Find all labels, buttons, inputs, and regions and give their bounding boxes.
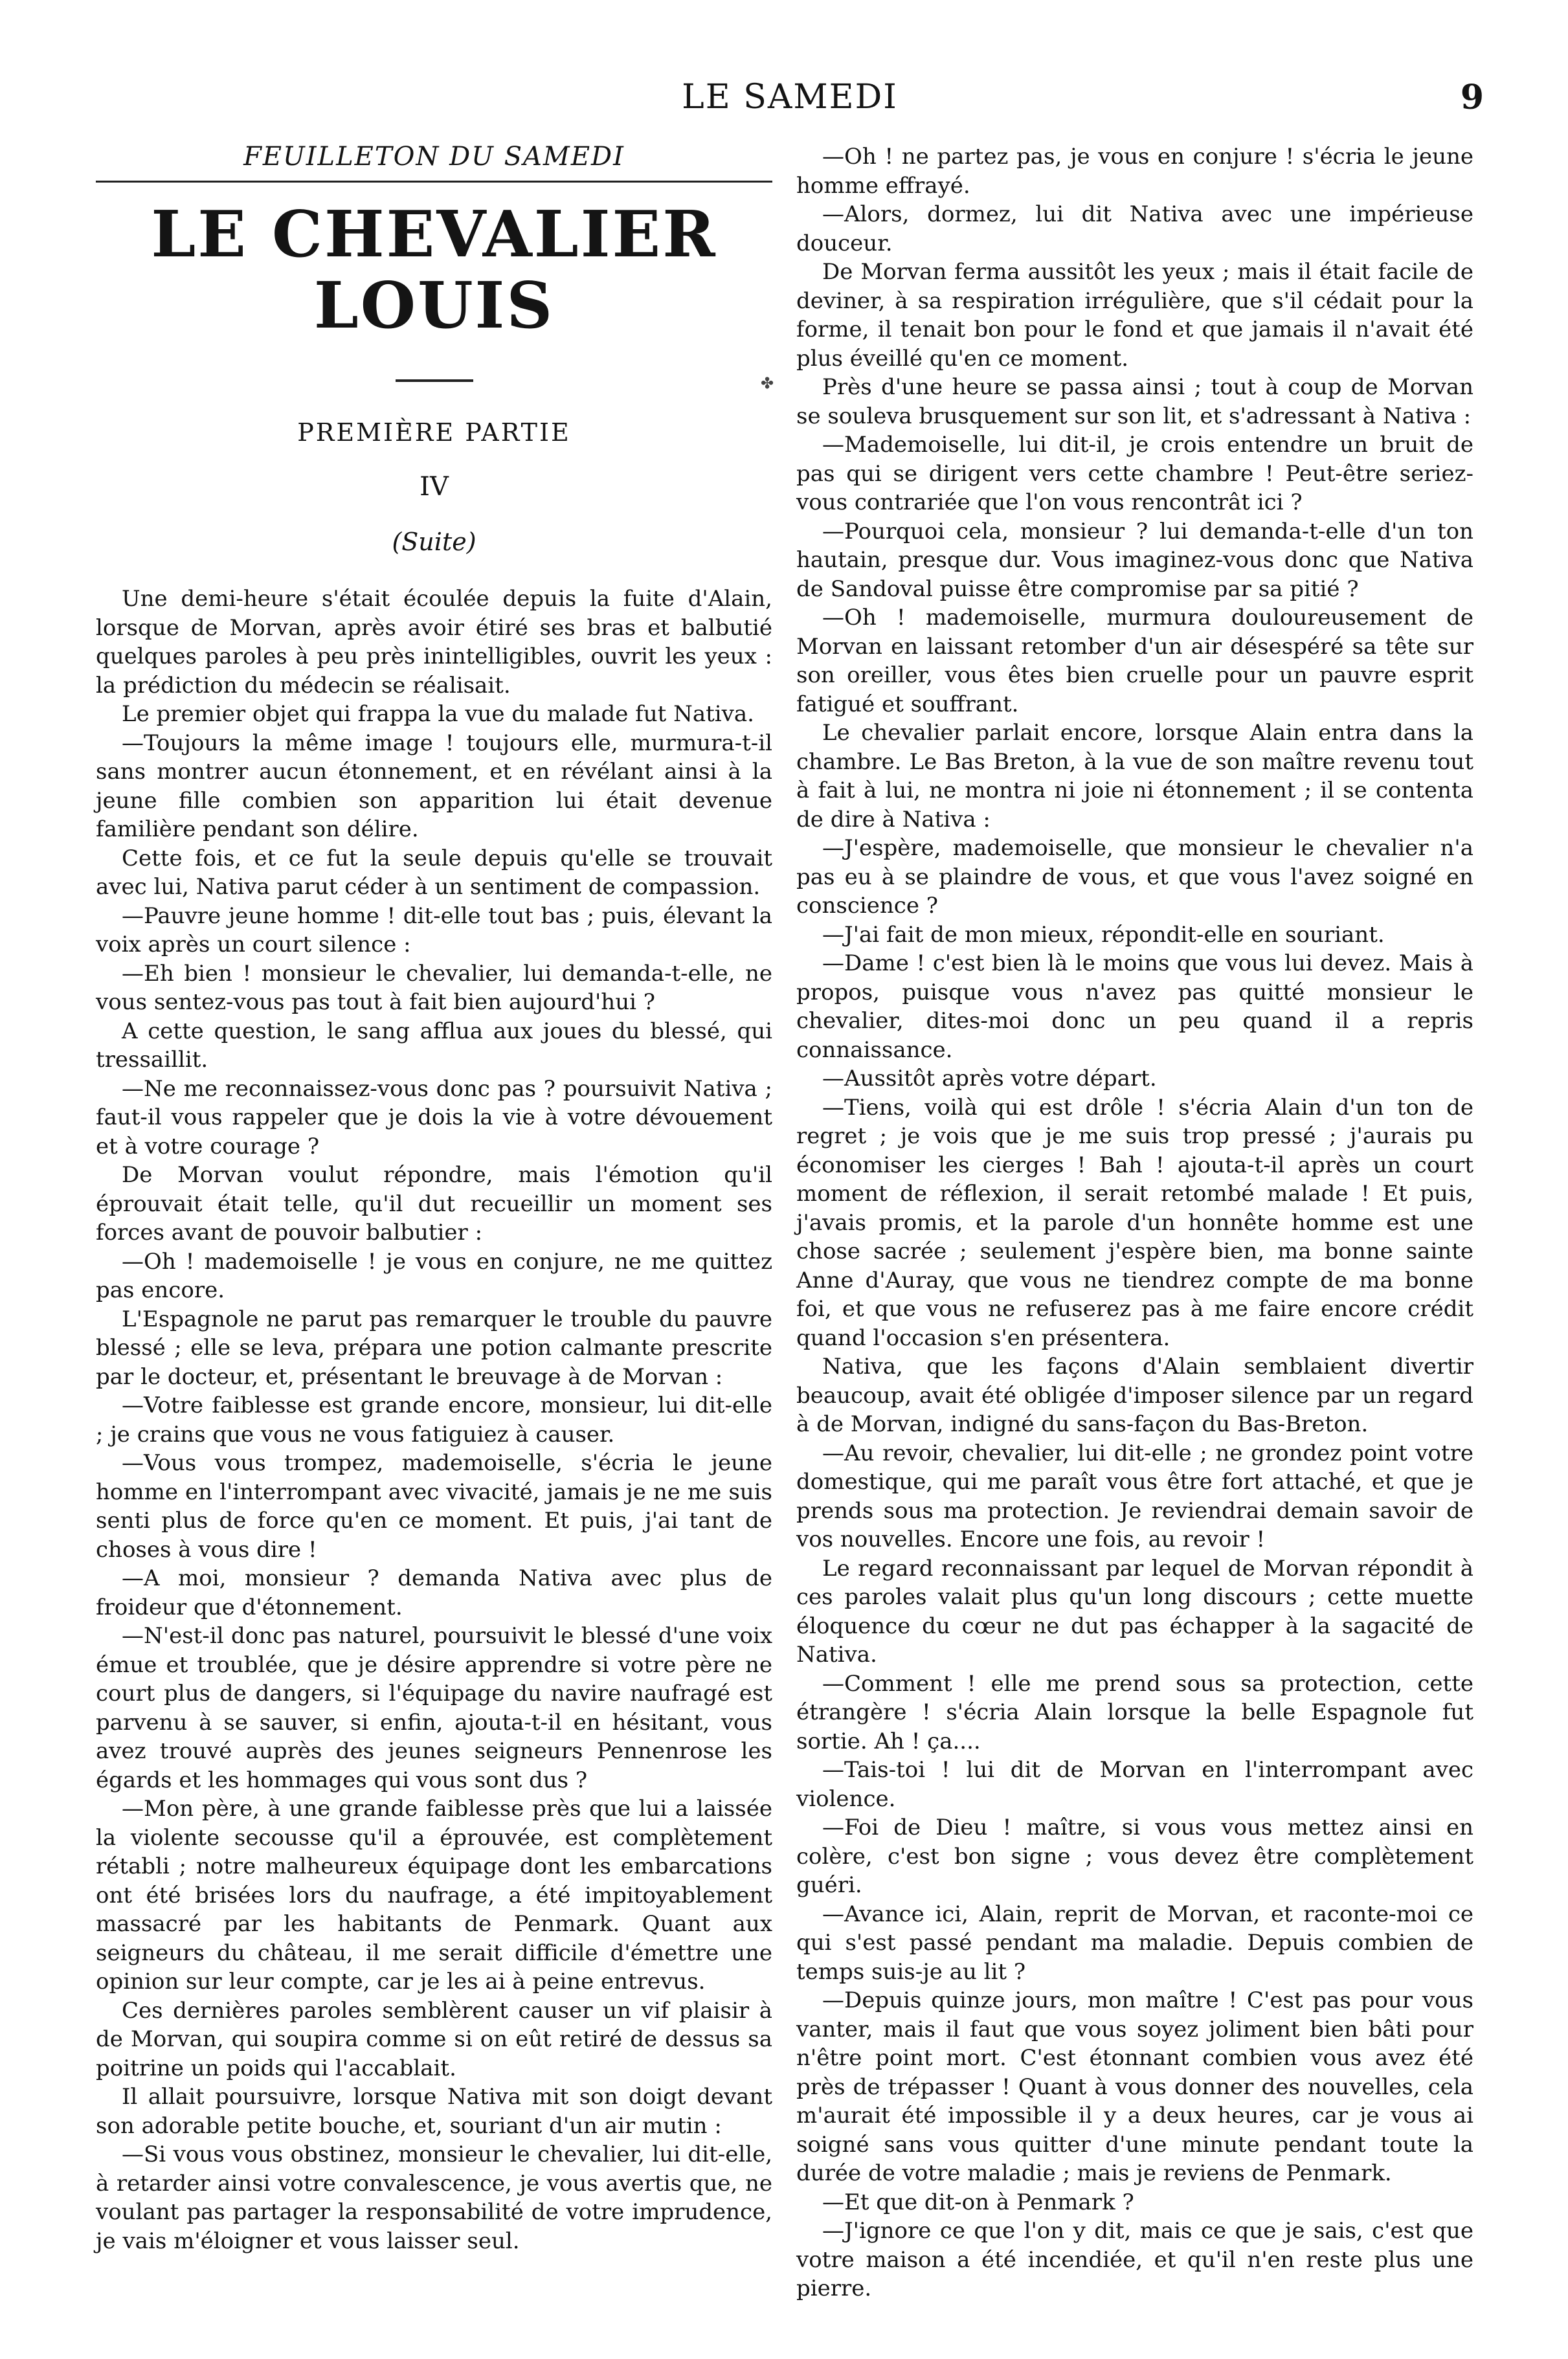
paragraph: —A moi, monsieur ? demanda Nativa avec plus de froideur que d'étonnement. — [96, 1565, 772, 1620]
paragraph: Le regard reconnaissant par lequel de Morvan répondit à ces paroles valait plus qu'un long discours ; cette muette éloquence du cœur ne dut pas échapper à la sagacité de Nativa. — [796, 1555, 1473, 1668]
paragraph: —Oh ! mademoiselle, murmura douloureusement de Morvan en laissant retomber d'un air désespéré sa tête sur son oreiller, vous êtes bien cruelle pour un pauvre esprit fatigué et souffrant. — [796, 605, 1473, 717]
paragraph: —Avance ici, Alain, reprit de Morvan, et raconte-moi ce qui s'est passé pendant ma maladie. Depuis combien de temps suis-je au lit ? — [796, 1901, 1473, 1985]
story-title: LE CHEVALIER LOUIS — [151, 197, 717, 343]
feuilleton-rubric: FEUILLETON DU SAMEDI — [243, 142, 625, 172]
left-column-text — [96, 585, 772, 2255]
paragraph: —Comment ! elle me prend sous sa protection, cette étrangère ! s'écria Alain lorsque la belle Espagnole fut sortie. Ah ! ça.... — [796, 1670, 1473, 1754]
running-head: LE SAMEDI — [682, 78, 898, 117]
paragraph: De Morvan ferma aussitôt les yeux ; mais il était facile de deviner, à sa respiration irrégulière, que s'il cédait pour la forme, il tenait bon pour le fond et que jamais il n'avait été plus éveillé qu'en ce moment. — [796, 259, 1473, 372]
paragraph: —Depuis quinze jours, mon maître ! C'est pas pour vous vanter, mais il faut que vous soyez joliment bien bâti pour n'être point mort. C'est étonnant combien vous avez été près de trépasser ! Quant à vous donner des nouvelles, cela m'aurait été impossible il y a deux heures, car je vous ai soigné sans vous quitter d'une minute pendant toute la durée de votre maladie ; mais je reviens de Penmark. — [796, 1987, 1473, 2186]
paragraph: —Toujours la même image ! toujours elle, murmura-t-il sans montrer aucun étonnement, et en révélant ainsi à la jeune fille combien son apparition lui était devenue familière pendant son délire. — [96, 730, 772, 842]
paragraph: —Vous vous trompez, mademoiselle, s'écria le jeune homme en l'interrompant avec vivacité, jamais je ne me suis senti plus de force qu'en ce moment. Et puis, j'ai tant de choses à vous dire ! — [96, 1450, 772, 1563]
page-number: 9 — [1460, 78, 1484, 117]
paragraph: Il allait poursuivre, lorsque Nativa mit son doigt devant son adorable petite bouche, et, souriant d'un air mutin : — [96, 2084, 772, 2139]
paragraph: —Pauvre jeune homme ! dit-elle tout bas ; puis, élevant la voix après un court silence : — [96, 902, 772, 957]
paragraph: De Morvan voulut répondre, mais l'émotion qu'il éprouvait était telle, qu'il dut recueillir un moment ses forces avant de pouvoir balbutier : — [96, 1162, 772, 1246]
paragraph: Une demi-heure s'était écoulée depuis la fuite d'Alain, lorsque de Morvan, après avoir étiré ses bras et balbutié quelques paroles à peu près inintelligibles, ouvrit les yeux : la prédiction du médecin se réalisait. — [96, 586, 772, 699]
title-rule — [396, 379, 473, 382]
paragraph: —Eh bien ! monsieur le chevalier, lui demanda-t-elle, ne vous sentez-vous pas tout à fait bien aujourd'hui ? — [96, 960, 772, 1015]
paragraph: —Et que dit-on à Penmark ? — [822, 2189, 1134, 2215]
paragraph: —Oh ! mademoiselle ! je vous en conjure, ne me quittez pas encore. — [96, 1248, 772, 1303]
paragraph: —Si vous vous obstinez, monsieur le chevalier, lui dit-elle, à retarder ainsi votre convalescence, je vous avertis que, ne voulant pas partager la responsabilité de votre imprudence, je vais m'éloigner et vous laisser seul. — [96, 2141, 772, 2254]
paragraph: —J'espère, mademoiselle, que monsieur le chevalier n'a pas eu à se plaindre de vous, et que vous l'avez soigné en conscience ? — [796, 835, 1473, 919]
paragraph: A cette question, le sang afflua aux joues du blessé, qui tressaillit. — [96, 1018, 772, 1073]
right-column-text — [796, 142, 1473, 2303]
rubric-rule — [96, 181, 772, 183]
paragraph: —Tiens, voilà qui est drôle ! s'écria Alain d'un ton de regret ; je vois que je me suis trop pressé ; j'aurais pu économiser les cierges ! Bah ! ajouta-t-il après un court moment de réflexion, il serait retombé malade ! Et puis, j'avais promis, et la parole d'un honnête homme est une chose sacrée ; seulement j'espère bien, ma bonne sainte Anne d'Auray, que vous ne tiendrez compte de ma bonne foi, et que vous ne refuserez pas à me faire encore crédit quand l'occasion s'en présentera. — [796, 1094, 1473, 1351]
paragraph: L'Espagnole ne parut pas remarquer le trouble du pauvre blessé ; elle se leva, prépara une potion calmante prescrite par le docteur, et, présentant le breuvage à de Morvan : — [96, 1306, 772, 1390]
paragraph: Cette fois, et ce fut la seule depuis qu'elle se trouvait avec lui, Nativa parut céder à un sentiment de compassion. — [96, 845, 772, 900]
paragraph: Ces dernières paroles semblèrent causer un vif plaisir à de Morvan, qui soupira comme si on eût retiré de dessus sa poitrine un poids qui l'accablait. — [96, 1997, 772, 2081]
paragraph: Près d'une heure se passa ainsi ; tout à coup de Morvan se souleva brusquement sur son lit, et s'adressant à Nativa : — [796, 374, 1473, 429]
paragraph: —Au revoir, chevalier, lui dit-elle ; ne grondez point votre domestique, qui me paraît vous être fort attaché, et que je prends sous ma protection. Je reviendrai demain savoir de vos nouvelles. Encore une fois, au revoir ! — [796, 1440, 1473, 1552]
chapter-number: IV — [420, 472, 449, 502]
paragraph: —Alors, dormez, lui dit Nativa avec une impérieuse douceur. — [796, 201, 1473, 256]
continuation-label: (Suite) — [392, 527, 476, 556]
paragraph: —Ne me reconnaissez-vous donc pas ? poursuivit Nativa ; faut-il vous rappeler que je dois la vie à votre dévouement et à votre courage ? — [96, 1075, 772, 1159]
part-heading: PREMIÈRE PARTIE — [297, 418, 571, 447]
paragraph: Le chevalier parlait encore, lorsque Alain entra dans la chambre. Le Bas Breton, à la vue de son maître revenu tout à fait à lui, ne montra ni joie ni étonnement ; il se contenta de dire à Nativa : — [796, 720, 1473, 833]
paragraph: —Foi de Dieu ! maître, si vous vous mettez ainsi en colère, c'est bon signe ; vous devez être complètement guéri. — [796, 1815, 1473, 1898]
right-column — [796, 142, 1473, 2303]
paragraph: —Dame ! c'est bien là le moins que vous lui devez. Mais à propos, puisque vous n'avez pas quitté monsieur le chevalier, dites-moi donc un peu quand il a repris connaissance. — [796, 950, 1473, 1063]
paragraph: —Aussitôt après votre départ. — [822, 1066, 1157, 1091]
paragraph: —Mademoiselle, lui dit-il, je crois entendre un bruit de pas qui se dirigent vers cette chambre ! Peut-être seriez-vous contrariée que l'on vous rencontrât ici ? — [796, 432, 1473, 515]
paragraph: —Oh ! ne partez pas, je vous en conjure ! s'écria le jeune homme effrayé. — [796, 144, 1473, 199]
paragraph: Nativa, que les façons d'Alain semblaient divertir beaucoup, avait été obligée d'imposer silence par un regard à de Morvan, indigné du sans-façon du Bas-Breton. — [796, 1354, 1473, 1437]
paragraph: —Mon père, à une grande faiblesse près que lui a laissée la violente secousse qu'il a éprouvée, est complètement rétabli ; notre malheureux équipage dont les embarcations ont été brisées lors du naufrage, a été impitoyablement massacré par les habitants de Penmark. Quant aux seigneurs du château, il me serait difficile d'émettre une opinion sur leur compte, car je les ai à peine entrevus. — [96, 1796, 772, 1995]
paragraph: —Votre faiblesse est grande encore, monsieur, lui dit-elle ; je crains que vous ne vous fatiguiez à causer. — [96, 1392, 772, 1448]
left-column — [96, 142, 772, 2255]
paragraph: —J'ai fait de mon mieux, répondit-elle en souriant. — [822, 921, 1385, 948]
paragraph: —Pourquoi cela, monsieur ? lui demanda-t-elle d'un ton hautain, presque dur. Vous imaginez-vous donc que Nativa de Sandoval puisse être compromise par sa pitié ? — [796, 518, 1473, 602]
paragraph: —J'ignore ce que l'on y dit, mais ce que je sais, c'est que votre maison a été incendiée, et qu'il n'en reste plus une pierre. — [796, 2218, 1473, 2301]
paragraph: —Tais-toi ! lui dit de Morvan en l'interrompant avec violence. — [796, 1757, 1473, 1812]
paragraph: Le premier objet qui frappa la vue du malade fut Nativa. — [122, 701, 754, 727]
printer-ornament-icon: ✤ — [761, 374, 774, 392]
paragraph: —N'est-il donc pas naturel, poursuivit le blessé d'une voix émue et troublée, que je désire apprendre si votre père ne court plus de dangers, si l'équipage du navire naufragé est parvenu à se sauver, si enfin, ajouta-t-il en hésitant, vous avez trouvé auprès des jeunes seigneurs Pennenrose les égards et les hommages qui vous sont dus ? — [96, 1623, 772, 1793]
